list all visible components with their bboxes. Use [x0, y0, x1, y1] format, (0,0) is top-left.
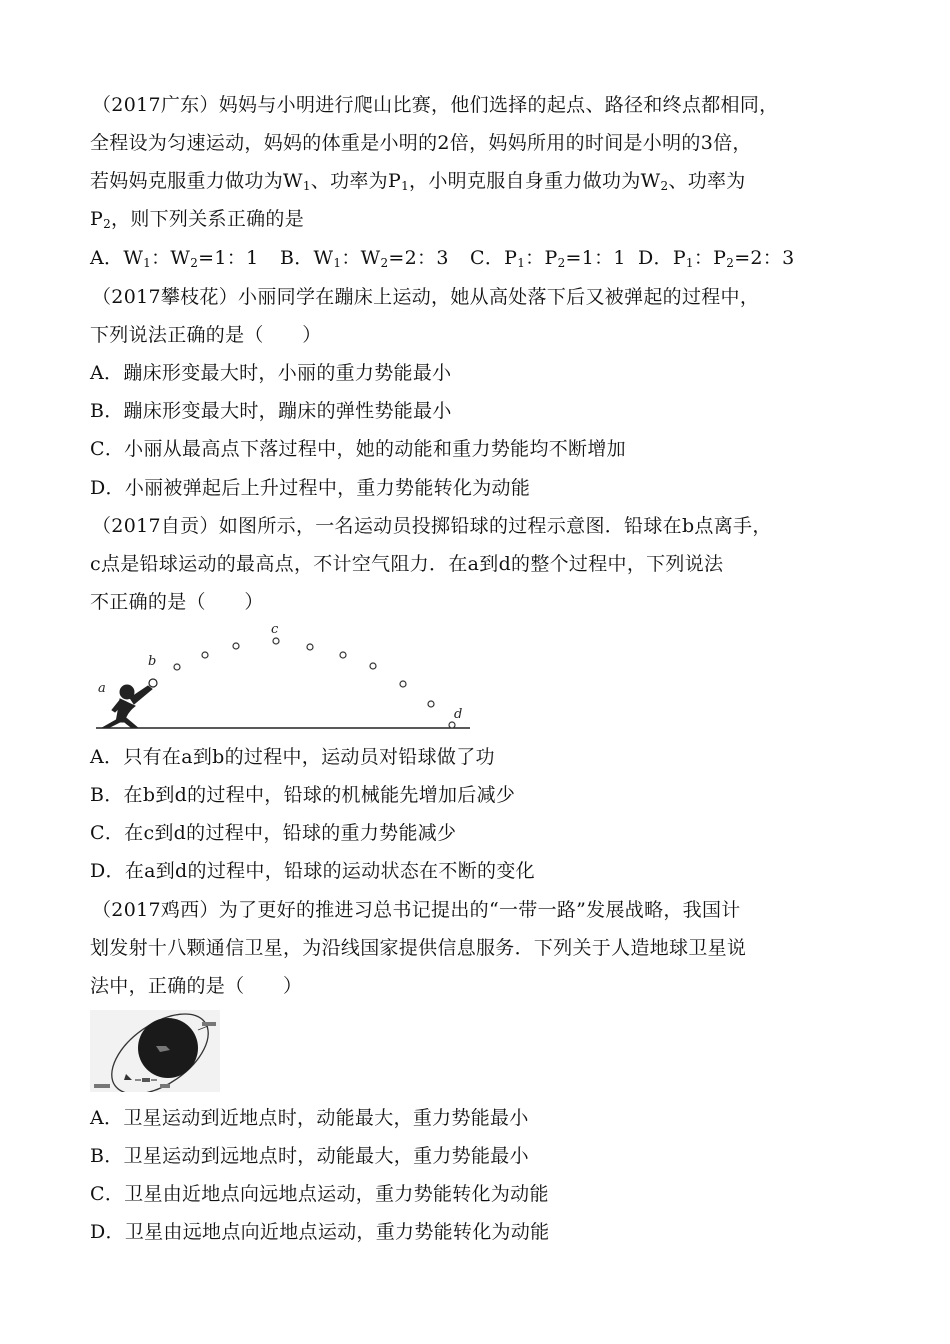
q3-stem-line-1: （2017自贡）如图所示，一名运动员投掷铅球的过程示意图．铅球在b点离手， — [92, 515, 772, 537]
q4-stem-line-2: 划发射十八颗通信卫星，为沿线国家提供信息服务．下列关于人造地球卫星说 — [90, 937, 747, 959]
label-d: d — [454, 707, 463, 722]
perigee-label-mark — [94, 1084, 110, 1088]
ball-position — [400, 681, 406, 687]
q2-stem-line-2: 下列说法正确的是（ ） — [90, 324, 322, 346]
q1-options-row — [90, 243, 794, 273]
q1-option-b: B．$W_1$：$W_2=2$：3 — [280, 247, 449, 270]
q3-stem-line-2: c点是铅球运动的最高点，不计空气阻力．在a到d的整个过程中，下列说法 — [90, 553, 724, 575]
q3-option-a: A．只有在a到b的过程中，运动员对铅球做了功 — [90, 746, 495, 768]
q4-option-c: C．卫星由近地点向远地点运动，重力势能转化为动能 — [90, 1183, 549, 1205]
athlete-icon — [102, 679, 157, 728]
shot-put-figure — [90, 620, 475, 735]
satellite-orbit-figure — [90, 1010, 220, 1092]
ball-position-c — [273, 638, 279, 644]
q1-option-c: C．$P_1$：$P_2=1$：1 — [470, 247, 626, 270]
ball-position — [370, 663, 376, 669]
label-c: c — [271, 622, 279, 637]
q1-option-a: A．$W_1$：$W_2=1$：1 — [90, 247, 259, 270]
apogee-label-mark — [202, 1022, 216, 1026]
q1-stem-line-3: 若妈妈克服重力做功为$W_1$、功率为$P_1$，小明克服自身重力做功为$W_2$、功率为 — [90, 170, 746, 193]
label-a: a — [98, 681, 106, 696]
ball-position — [174, 664, 180, 670]
q3-stem-line-3: 不正确的是（ ） — [90, 591, 264, 613]
q4-option-b: B．卫星运动到远地点时，动能最大，重力势能最小 — [90, 1145, 529, 1167]
q2-option-b: B．蹦床形变最大时，蹦床的弹性势能最小 — [90, 400, 452, 422]
q1-stem-line-1: （2017广东）妈妈与小明进行爬山比赛，他们选择的起点、路径和终点都相同， — [92, 94, 779, 116]
q2-option-d: D．小丽被弹起后上升过程中，重力势能转化为动能 — [90, 477, 531, 499]
q2-option-c: C．小丽从最高点下落过程中，她的动能和重力势能均不断增加 — [90, 438, 626, 460]
q4-stem-line-1: （2017鸡西）为了更好的推进习总书记提出的“一带一路”发展战略，我国计 — [92, 899, 741, 921]
ball-position — [202, 652, 208, 658]
q1-stem-line-4: $P_2$，则下列关系正确的是 — [90, 208, 305, 231]
ball-position — [233, 643, 239, 649]
label-b: b — [148, 654, 157, 669]
q4-option-d: D．卫星由远地点向近地点运动，重力势能转化为动能 — [90, 1221, 550, 1243]
q3-option-d: D．在a到d的过程中，铅球的运动状态在不断的变化 — [90, 860, 535, 882]
ball-position — [340, 652, 346, 658]
ball-trajectory — [174, 638, 455, 728]
ball-position — [428, 701, 434, 707]
q2-option-a: A．蹦床形变最大时，小丽的重力势能最小 — [90, 362, 452, 384]
q3-option-b: B．在b到d的过程中，铅球的机械能先增加后减少 — [90, 784, 516, 806]
q2-stem-line-1: （2017攀枝花）小丽同学在蹦床上运动，她从高处落下后又被弹起的过程中， — [92, 286, 760, 308]
q4-stem-line-3: 法中，正确的是（ ） — [90, 975, 303, 997]
satellite-label-mark — [160, 1084, 170, 1088]
q3-option-c: C．在c到d的过程中，铅球的重力势能减少 — [90, 822, 457, 844]
ball-position-d — [449, 722, 455, 728]
ball-position — [307, 644, 313, 650]
q1-option-d: D．$P_1$：$P_2=2$：3 — [638, 247, 795, 270]
q1-stem-line-2: 全程设为匀速运动，妈妈的体重是小明的2倍，妈妈所用的时间是小明的3倍， — [90, 132, 752, 154]
q4-option-a: A．卫星运动到近地点时，动能最大，重力势能最小 — [90, 1107, 529, 1129]
